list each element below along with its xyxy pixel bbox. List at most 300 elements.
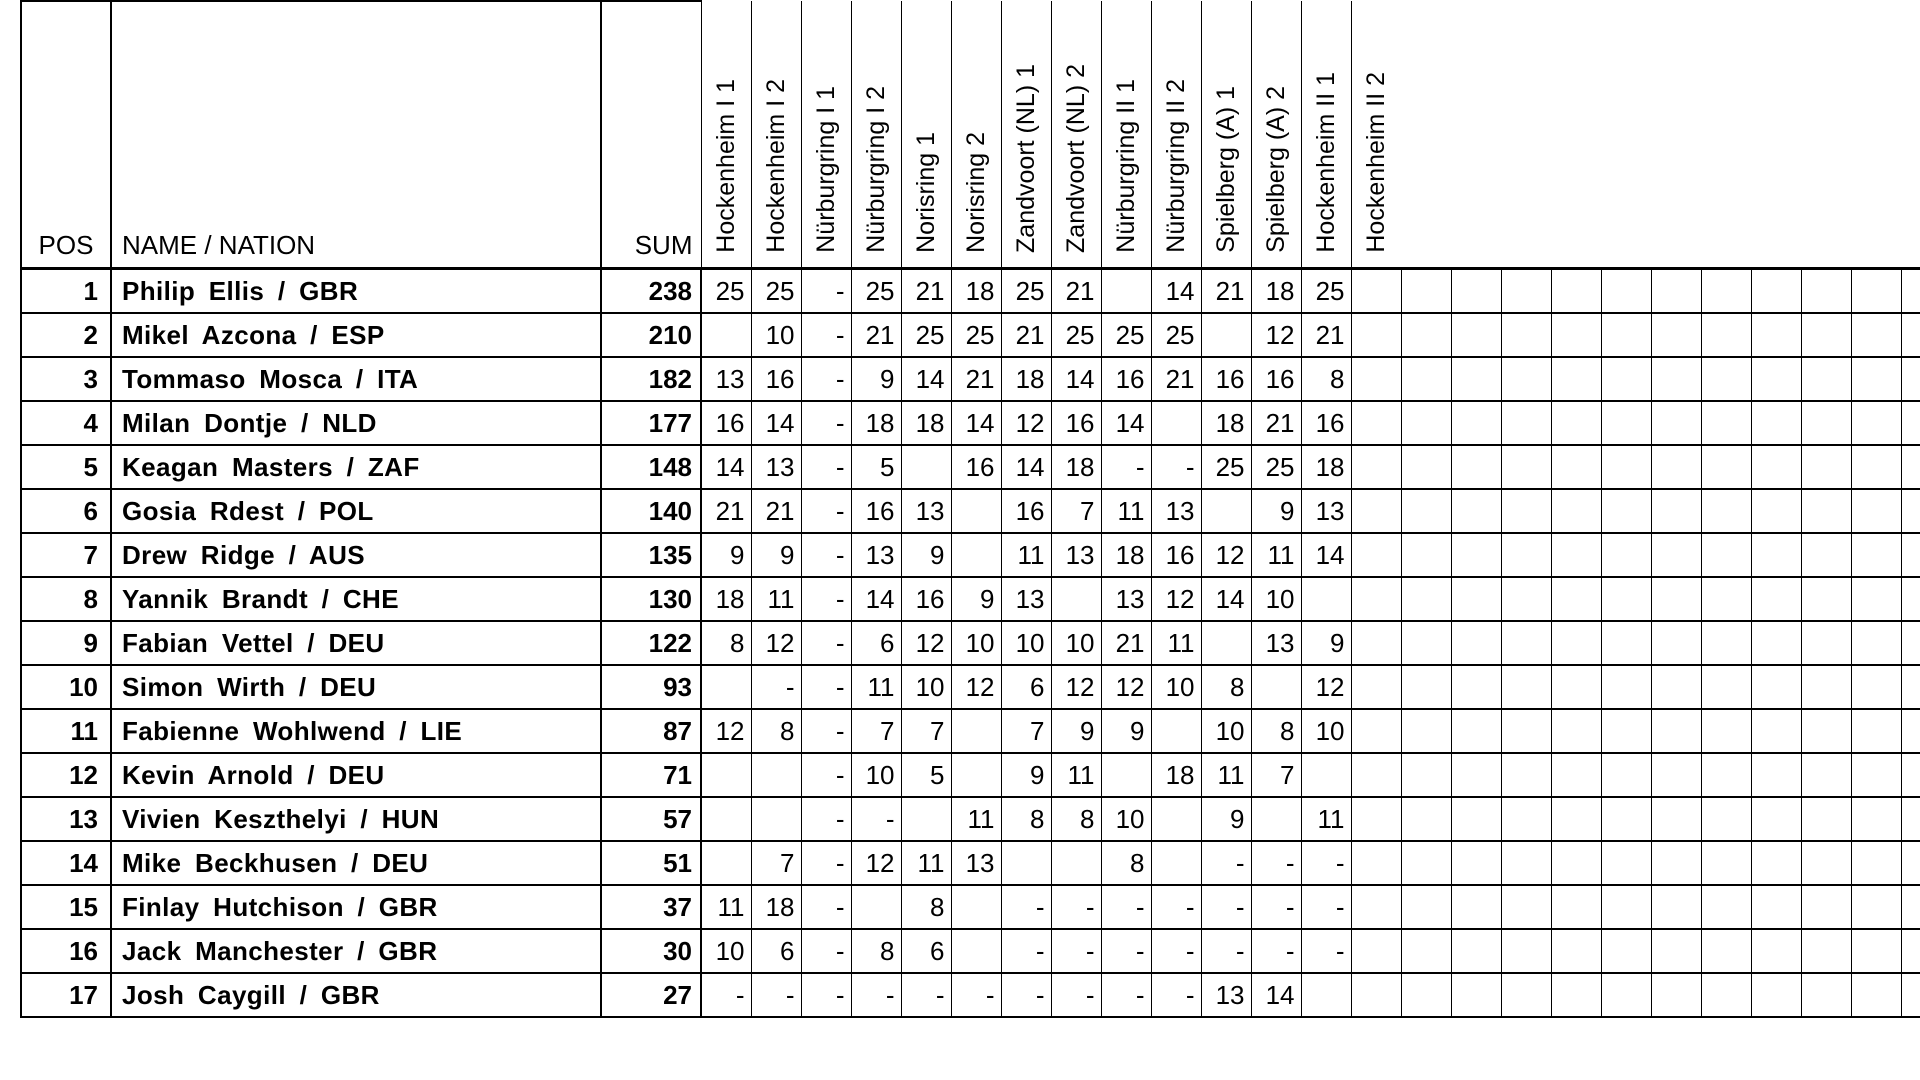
empty-cell (1801, 753, 1851, 797)
table-row (21, 357, 1920, 401)
race-points-cell: - (801, 973, 851, 1017)
empty-cell (1451, 313, 1501, 357)
empty-cell (1501, 357, 1551, 401)
race-header-1 (751, 1, 801, 269)
empty-cell (1401, 841, 1451, 885)
race-points-cell: 11 (751, 577, 801, 621)
empty-cell (1551, 621, 1601, 665)
race-points-cell: - (1151, 885, 1201, 929)
empty-cell (1851, 665, 1901, 709)
empty-cell (1551, 841, 1601, 885)
race-header-empty (1751, 1, 1801, 269)
race-points-cell (1351, 973, 1401, 1017)
race-points-cell: 8 (1201, 665, 1251, 709)
race-points-cell: - (1051, 929, 1101, 973)
position-cell: 8 (21, 577, 111, 621)
race-points-cell: 25 (1001, 269, 1051, 314)
driver-name-cell: Gosia Rdest / POL (111, 489, 601, 533)
race-points-cell: - (751, 665, 801, 709)
empty-cell (1401, 621, 1451, 665)
empty-cell (1401, 885, 1451, 929)
empty-cell (1401, 753, 1451, 797)
table-row (21, 533, 1920, 577)
empty-cell (1651, 401, 1701, 445)
race-header-7 (1051, 1, 1101, 269)
race-points-cell (1351, 533, 1401, 577)
empty-cell (1451, 269, 1501, 314)
empty-cell (1401, 665, 1451, 709)
race-points-cell: 9 (1001, 753, 1051, 797)
empty-cell (1651, 885, 1701, 929)
empty-cell (1751, 709, 1801, 753)
empty-cell (1551, 269, 1601, 314)
race-points-cell (1201, 621, 1251, 665)
race-points-cell: 16 (701, 401, 751, 445)
race-points-cell: - (801, 577, 851, 621)
race-points-cell (951, 753, 1001, 797)
race-points-cell: 13 (1151, 489, 1201, 533)
empty-cell (1651, 445, 1701, 489)
empty-cell (1851, 401, 1901, 445)
race-points-cell: - (851, 797, 901, 841)
empty-cell (1651, 929, 1701, 973)
race-points-cell: 8 (1251, 709, 1301, 753)
driver-name-cell: Vivien Keszthelyi / HUN (111, 797, 601, 841)
race-points-cell: 25 (851, 269, 901, 314)
empty-cell (1601, 665, 1651, 709)
race-header-label: Hockenheim I 1 (712, 79, 740, 253)
race-points-cell (951, 709, 1001, 753)
empty-cell (1401, 709, 1451, 753)
empty-cell (1551, 489, 1601, 533)
race-points-cell: 13 (701, 357, 751, 401)
empty-cell (1401, 445, 1451, 489)
empty-cell (1751, 489, 1801, 533)
empty-cell (1701, 797, 1751, 841)
race-points-cell: 12 (1301, 665, 1351, 709)
empty-cell (1651, 313, 1701, 357)
race-header-label: Hockenheim II 2 (1362, 72, 1390, 253)
empty-cell (1601, 401, 1651, 445)
empty-cell (1901, 973, 1920, 1017)
table-row (21, 973, 1920, 1017)
empty-cell (1801, 533, 1851, 577)
empty-cell (1701, 709, 1751, 753)
driver-name-cell: Josh Caygill / GBR (111, 973, 601, 1017)
race-header-2 (801, 1, 851, 269)
driver-name-cell: Keagan Masters / ZAF (111, 445, 601, 489)
race-points-cell: 8 (1001, 797, 1051, 841)
empty-cell (1501, 401, 1551, 445)
empty-cell (1701, 577, 1751, 621)
empty-cell (1851, 269, 1901, 314)
empty-cell (1651, 753, 1701, 797)
empty-cell (1701, 269, 1751, 314)
empty-cell (1901, 357, 1920, 401)
empty-cell (1851, 621, 1901, 665)
race-points-cell: 6 (851, 621, 901, 665)
race-points-cell: - (801, 665, 851, 709)
race-points-cell (1351, 489, 1401, 533)
race-points-cell: 14 (1201, 577, 1251, 621)
race-points-cell: - (801, 885, 851, 929)
points-sum-cell: 177 (601, 401, 701, 445)
race-points-cell: 10 (901, 665, 951, 709)
driver-name-cell: Drew Ridge / AUS (111, 533, 601, 577)
race-points-cell: 18 (1051, 445, 1101, 489)
empty-cell (1801, 269, 1851, 314)
race-points-cell: 25 (1101, 313, 1151, 357)
empty-cell (1651, 709, 1701, 753)
empty-cell (1501, 973, 1551, 1017)
points-sum-cell: 130 (601, 577, 701, 621)
empty-cell (1901, 929, 1920, 973)
empty-cell (1551, 665, 1601, 709)
empty-cell (1701, 445, 1751, 489)
race-points-cell: - (801, 533, 851, 577)
position-cell: 11 (21, 709, 111, 753)
empty-cell (1601, 357, 1651, 401)
driver-name-cell: Yannik Brandt / CHE (111, 577, 601, 621)
race-points-cell (701, 841, 751, 885)
race-points-cell: 13 (901, 489, 951, 533)
table-row (21, 841, 1920, 885)
race-header-label: Nürburgring II 2 (1162, 79, 1190, 253)
race-points-cell: - (1001, 929, 1051, 973)
race-points-cell: 16 (1201, 357, 1251, 401)
empty-cell (1551, 929, 1601, 973)
race-points-cell: 13 (1301, 489, 1351, 533)
race-points-cell: - (1101, 885, 1151, 929)
empty-cell (1451, 841, 1501, 885)
empty-cell (1701, 533, 1751, 577)
empty-cell (1601, 797, 1651, 841)
table-row (21, 753, 1920, 797)
race-points-cell: 10 (1151, 665, 1201, 709)
race-points-cell: - (701, 973, 751, 1017)
header-name-nation-label: NAME / NATION (122, 230, 316, 260)
race-points-cell: 13 (1201, 973, 1251, 1017)
header-pos (21, 1, 111, 269)
race-points-cell (1351, 313, 1401, 357)
race-header-label: Spielberg (A) 1 (1212, 86, 1240, 253)
race-header-empty (1701, 1, 1751, 269)
race-points-cell: - (1251, 841, 1301, 885)
race-points-cell: 16 (1151, 533, 1201, 577)
race-points-cell: 16 (1001, 489, 1051, 533)
race-points-cell: 21 (1051, 269, 1101, 314)
race-points-cell: 8 (1301, 357, 1351, 401)
empty-cell (1601, 753, 1651, 797)
empty-cell (1801, 709, 1851, 753)
empty-cell (1751, 885, 1801, 929)
race-points-cell (1201, 489, 1251, 533)
race-points-cell: 10 (751, 313, 801, 357)
empty-cell (1851, 753, 1901, 797)
race-points-cell (901, 797, 951, 841)
empty-cell (1901, 489, 1920, 533)
points-sum-cell: 57 (601, 797, 701, 841)
race-points-cell (1151, 841, 1201, 885)
race-header-label: Nürburgring II 1 (1112, 79, 1140, 253)
race-points-cell: 21 (1301, 313, 1351, 357)
race-points-cell: 7 (901, 709, 951, 753)
race-points-cell: - (801, 313, 851, 357)
empty-cell (1401, 269, 1451, 314)
race-points-cell (1151, 709, 1201, 753)
race-points-cell: 10 (1051, 621, 1101, 665)
empty-cell (1851, 797, 1901, 841)
points-sum-cell: 140 (601, 489, 701, 533)
race-points-cell: - (951, 973, 1001, 1017)
race-points-cell: 21 (1251, 401, 1301, 445)
race-points-cell: 25 (1251, 445, 1301, 489)
race-points-cell (1351, 577, 1401, 621)
table-row (21, 313, 1920, 357)
empty-cell (1751, 797, 1801, 841)
empty-cell (1651, 533, 1701, 577)
race-points-cell: 9 (1101, 709, 1151, 753)
empty-cell (1751, 753, 1801, 797)
race-points-cell: 25 (751, 269, 801, 314)
points-sum-cell: 182 (601, 357, 701, 401)
race-points-cell: 13 (751, 445, 801, 489)
empty-cell (1651, 269, 1701, 314)
empty-cell (1451, 973, 1501, 1017)
position-cell: 17 (21, 973, 111, 1017)
race-points-cell: 18 (751, 885, 801, 929)
race-header-empty (1651, 1, 1701, 269)
race-points-cell: - (751, 973, 801, 1017)
race-points-cell (1351, 797, 1401, 841)
race-points-cell (1351, 841, 1401, 885)
position-cell: 14 (21, 841, 111, 885)
race-points-cell: 14 (1101, 401, 1151, 445)
race-points-cell: 14 (951, 401, 1001, 445)
race-points-cell: 6 (751, 929, 801, 973)
empty-cell (1451, 621, 1501, 665)
race-points-cell: - (801, 401, 851, 445)
empty-cell (1401, 533, 1451, 577)
race-points-cell: 21 (1151, 357, 1201, 401)
empty-cell (1901, 797, 1920, 841)
race-points-cell: - (801, 269, 851, 314)
empty-cell (1651, 973, 1701, 1017)
empty-cell (1701, 357, 1751, 401)
empty-cell (1551, 401, 1601, 445)
empty-cell (1501, 577, 1551, 621)
race-points-cell: 12 (1101, 665, 1151, 709)
position-cell: 6 (21, 489, 111, 533)
empty-cell (1751, 665, 1801, 709)
race-points-cell: - (801, 621, 851, 665)
table-row (21, 885, 1920, 929)
empty-cell (1551, 577, 1601, 621)
empty-cell (1801, 621, 1851, 665)
race-points-cell: - (1101, 973, 1151, 1017)
race-points-cell: 14 (1151, 269, 1201, 314)
header-name-nation (111, 1, 601, 269)
empty-cell (1551, 885, 1601, 929)
empty-cell (1901, 401, 1920, 445)
header-row (21, 1, 1920, 269)
race-points-cell: 9 (701, 533, 751, 577)
race-points-cell: 8 (751, 709, 801, 753)
race-points-cell: 18 (1101, 533, 1151, 577)
empty-cell (1401, 313, 1451, 357)
race-points-cell: - (801, 841, 851, 885)
empty-cell (1701, 313, 1751, 357)
empty-cell (1451, 445, 1501, 489)
race-points-cell: 8 (1101, 841, 1151, 885)
position-cell: 13 (21, 797, 111, 841)
driver-name-cell: Jack Manchester / GBR (111, 929, 601, 973)
race-points-cell: - (801, 753, 851, 797)
empty-cell (1801, 313, 1851, 357)
empty-cell (1751, 929, 1801, 973)
race-points-cell (1351, 665, 1401, 709)
race-points-cell (1301, 973, 1351, 1017)
race-header-8 (1101, 1, 1151, 269)
race-points-cell: 18 (951, 269, 1001, 314)
race-points-cell (1301, 753, 1351, 797)
empty-cell (1501, 797, 1551, 841)
race-points-cell (701, 665, 751, 709)
race-points-cell (1351, 269, 1401, 314)
race-points-cell: 14 (751, 401, 801, 445)
race-points-cell: 18 (901, 401, 951, 445)
race-points-cell: 12 (1251, 313, 1301, 357)
empty-cell (1851, 841, 1901, 885)
race-points-cell: 7 (851, 709, 901, 753)
points-sum-cell: 210 (601, 313, 701, 357)
race-points-cell: 10 (951, 621, 1001, 665)
empty-cell (1701, 841, 1751, 885)
points-sum-cell: 122 (601, 621, 701, 665)
race-points-cell: 25 (1201, 445, 1251, 489)
driver-name-cell: Milan Dontje / NLD (111, 401, 601, 445)
race-points-cell (1101, 269, 1151, 314)
race-points-cell (751, 753, 801, 797)
empty-cell (1601, 489, 1651, 533)
empty-cell (1601, 533, 1651, 577)
race-points-cell: 14 (851, 577, 901, 621)
race-header-empty (1601, 1, 1651, 269)
empty-cell (1801, 841, 1851, 885)
race-points-cell: 16 (901, 577, 951, 621)
header-sum (601, 1, 701, 269)
race-points-cell: - (1201, 929, 1251, 973)
race-points-cell (1101, 753, 1151, 797)
race-points-cell: 11 (1001, 533, 1051, 577)
driver-name-cell: Simon Wirth / DEU (111, 665, 601, 709)
race-points-cell: - (1251, 885, 1301, 929)
race-header-empty (1451, 1, 1501, 269)
race-points-cell (1051, 577, 1101, 621)
empty-cell (1601, 841, 1651, 885)
race-header-12 (1301, 1, 1351, 269)
race-points-cell: - (1301, 841, 1351, 885)
race-header-5 (951, 1, 1001, 269)
empty-cell (1901, 533, 1920, 577)
race-points-cell: 8 (901, 885, 951, 929)
empty-cell (1501, 445, 1551, 489)
driver-name-cell: Finlay Hutchison / GBR (111, 885, 601, 929)
empty-cell (1851, 929, 1901, 973)
empty-cell (1501, 533, 1551, 577)
race-points-cell: 21 (901, 269, 951, 314)
empty-cell (1901, 269, 1920, 314)
race-points-cell: 10 (1201, 709, 1251, 753)
position-cell: 7 (21, 533, 111, 577)
empty-cell (1401, 973, 1451, 1017)
empty-cell (1551, 357, 1601, 401)
empty-cell (1851, 445, 1901, 489)
table-row (21, 577, 1920, 621)
race-points-cell (1351, 401, 1401, 445)
race-points-cell: 14 (901, 357, 951, 401)
race-points-cell (1001, 841, 1051, 885)
race-points-cell: 21 (701, 489, 751, 533)
race-header-empty (1801, 1, 1851, 269)
race-points-cell: 11 (1051, 753, 1101, 797)
race-points-cell (951, 533, 1001, 577)
position-cell: 12 (21, 753, 111, 797)
race-header-label: Nürburgring I 2 (862, 86, 890, 253)
empty-cell (1801, 577, 1851, 621)
driver-name-cell: Kevin Arnold / DEU (111, 753, 601, 797)
race-header-label: Norisring 1 (912, 132, 940, 253)
race-points-cell: 8 (1051, 797, 1101, 841)
race-header-empty (1501, 1, 1551, 269)
race-header-label: Zandvoort (NL) 1 (1012, 64, 1040, 253)
empty-cell (1801, 885, 1851, 929)
points-sum-cell: 51 (601, 841, 701, 885)
empty-cell (1551, 445, 1601, 489)
race-points-cell: - (801, 929, 851, 973)
empty-cell (1851, 533, 1901, 577)
race-header-label: Zandvoort (NL) 2 (1062, 64, 1090, 253)
race-points-cell: 21 (1001, 313, 1051, 357)
empty-cell (1851, 709, 1901, 753)
header-pos-label: POS (38, 230, 94, 260)
empty-cell (1651, 489, 1701, 533)
race-points-cell: 25 (901, 313, 951, 357)
race-header-label: Nürburgring I 1 (812, 86, 840, 253)
table-row (21, 665, 1920, 709)
empty-cell (1451, 489, 1501, 533)
race-header-4 (901, 1, 951, 269)
empty-cell (1701, 621, 1751, 665)
race-points-cell: 12 (1001, 401, 1051, 445)
race-header-3 (851, 1, 901, 269)
driver-name-cell: Mike Beckhusen / DEU (111, 841, 601, 885)
race-points-cell: 9 (1251, 489, 1301, 533)
race-points-cell: - (1001, 885, 1051, 929)
empty-cell (1451, 797, 1501, 841)
race-points-cell: 10 (1001, 621, 1051, 665)
race-points-cell (1351, 357, 1401, 401)
empty-cell (1501, 885, 1551, 929)
race-header-empty (1551, 1, 1601, 269)
race-points-cell (1251, 797, 1301, 841)
empty-cell (1551, 973, 1601, 1017)
empty-cell (1451, 357, 1501, 401)
race-points-cell: 12 (1051, 665, 1101, 709)
table-row (21, 929, 1920, 973)
empty-cell (1701, 973, 1751, 1017)
driver-name-cell: Philip Ellis / GBR (111, 269, 601, 314)
